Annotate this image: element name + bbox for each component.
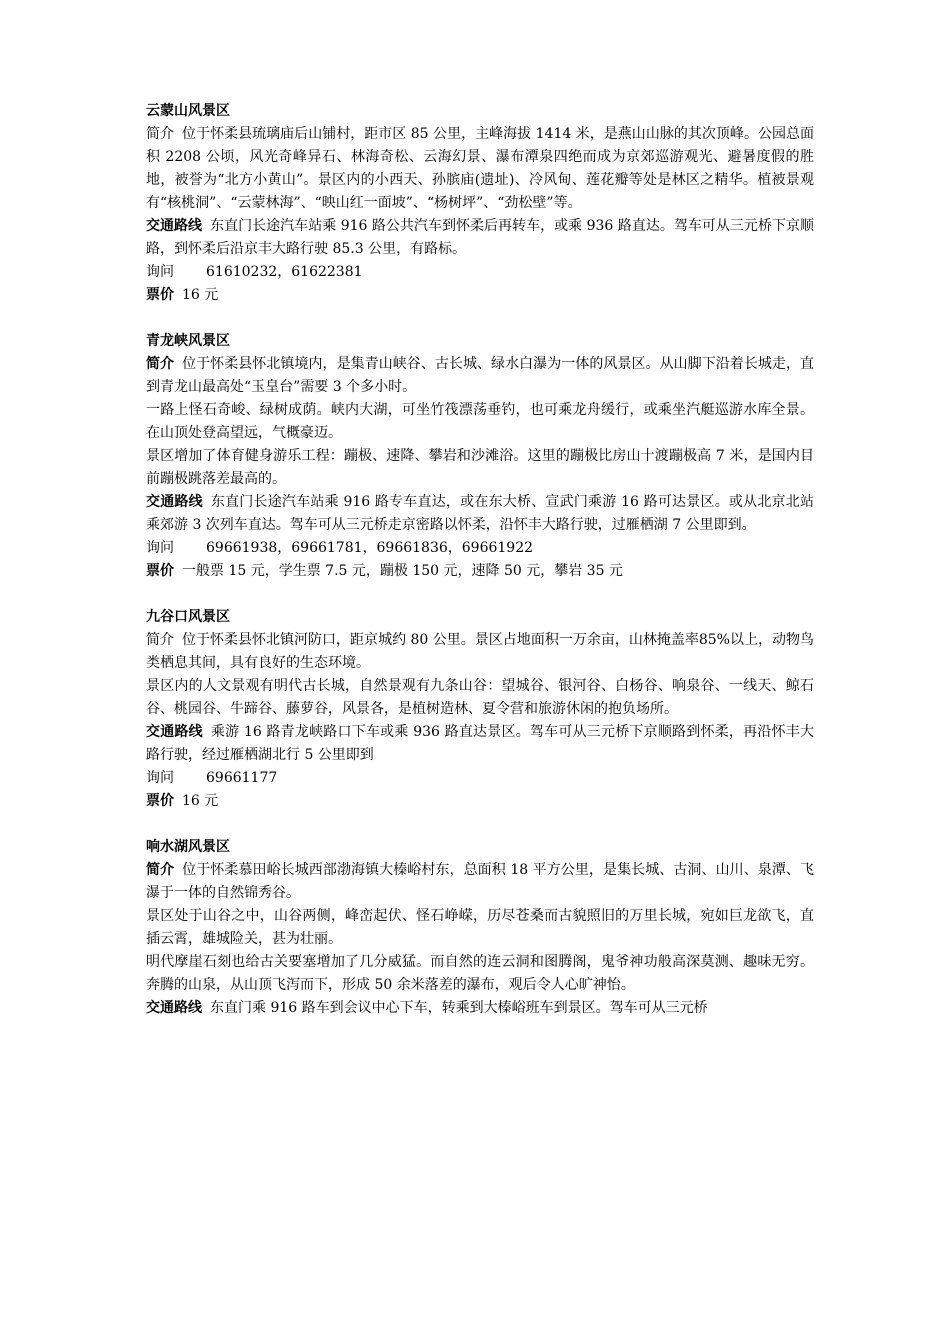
intro-paragraph: [146, 629, 814, 675]
phone-label: 询问: [146, 770, 174, 786]
section-title: 响水湖风景区: [146, 839, 230, 855]
section-xiangshuihu: [146, 836, 814, 1020]
price-line: [146, 560, 814, 583]
intro-label: 简介: [146, 126, 175, 142]
intro-text: 位于怀柔慕田峪长城西部渤海镇大榛峪村东，总面积 18 平方公里，是集长城、古洞、山川、泉潭、飞瀑于一体的自然锦秀谷。: [146, 862, 815, 901]
extra-paragraph: 景区增加了体育健身游乐工程：蹦极、速降、攀岩和沙滩浴。这里的蹦极比房山十渡蹦极高 7 米，是国内目前蹦极跳落差最高的。: [146, 448, 814, 487]
price-label: 票价: [146, 287, 174, 303]
traffic-paragraph: [146, 215, 814, 261]
phone-line: [146, 261, 814, 284]
intro-text: 位于怀柔县怀北镇河防口，距京城约 80 公里。景区占地面积一万余亩，山林掩盖率85%以上，动物鸟类栖息其间，具有良好的生态环境。: [146, 632, 814, 671]
document-content: [146, 100, 814, 1043]
intro-label: 简介: [146, 356, 175, 372]
traffic-paragraph: [146, 721, 814, 767]
extra-paragraph: 景区内的人文景观有明代古长城，自然景观有九条山谷：望城谷、银河谷、白杨谷、响泉谷、一线天、鲸石谷、桃园谷、牛蹄谷、藤萝谷，风景各，是植树造林、夏令营和旅游休闲的抱负场所。: [146, 678, 814, 717]
price-text: 一般票 15 元，学生票 7.5 元，蹦极 150 元，速降 50 元，攀岩 35 元: [182, 563, 623, 579]
intro-label: 简介: [146, 632, 175, 648]
traffic-label: 交通路线: [146, 494, 203, 510]
traffic-label: 交通路线: [146, 724, 203, 740]
traffic-label: 交通路线: [146, 1000, 202, 1016]
extra-paragraph: 景区处于山谷之中，山谷两侧，峰峦起伏、怪石峥嵘，历尽苍桑而古貌照旧的万里长城，宛如巨龙欲飞，直插云霄，雄城险关，甚为壮丽。: [146, 908, 814, 947]
intro-paragraph: [146, 859, 814, 905]
section-title: 云蒙山风景区: [146, 103, 230, 119]
intro-text: 位于怀柔县琉璃庙后山铺村，距市区 85 公里，主峰海拔 1414 米，是燕山山脉的其次顶峰。公园总面积 2208 公顷，风光奇峰异石、林海奇松、云海幻景、瀑布潭泉四绝而成为京郊巡游观光、避暑度假的胜地，被誉为“北方小黄山”。景区内的小西天、孙膑庙(遗址)、冷风甸、莲花瓣等处是林区之精华。植被景观有“核桃洞”、“云蒙林海”、“映山红一面坡”、“杨树坪”、“劲松壁”等。: [146, 126, 815, 211]
price-text: 16 元: [182, 287, 219, 303]
extra-paragraph: 一路上怪石奇峻、绿树成荫。峡内大湖，可坐竹筏漂荡垂钓，也可乘龙舟缓行，或乘坐汽艇巡游水库全景。在山顶处登高望远，气概豪迈。: [146, 402, 814, 441]
phone-line: [146, 537, 814, 560]
extra-paragraph: 明代摩崖石刻也给古关要塞增加了几分威猛。而自然的连云洞和图腾阁，鬼爷神功般高深莫测、趣味无穷。奔腾的山泉，从山顶飞泻而下，形成 50 余米落差的瀑布，观后令人心旷神怡。: [146, 954, 814, 993]
phone-label: 询问: [146, 264, 174, 280]
price-line: [146, 284, 814, 307]
phone-line: [146, 767, 814, 790]
price-line: [146, 790, 814, 813]
intro-paragraph: [146, 123, 814, 215]
section-title: 九谷口风景区: [146, 609, 230, 625]
intro-paragraph: [146, 353, 814, 399]
section-yunmengshan: [146, 100, 814, 307]
phone-text: 61610232，61622381: [206, 264, 363, 280]
phone-label: 询问: [146, 540, 174, 556]
price-label: 票价: [146, 793, 174, 809]
traffic-label: 交通路线: [146, 218, 203, 234]
price-label: 票价: [146, 563, 174, 579]
intro-label: 简介: [146, 862, 175, 878]
traffic-text: 东直门长途汽车站乘 916 路公共汽车到怀柔后再转车，或乘 936 路直达。驾车可从三元桥下京顺路，到怀柔后沿京丰大路行驶 85.3 公里，有路标。: [146, 218, 815, 257]
section-qinglongxia: [146, 330, 814, 583]
traffic-text: 东直门乘 916 路车到会议中心下车，转乘到大榛峪班车到景区。驾车可从三元桥: [210, 1000, 708, 1016]
traffic-paragraph: [146, 997, 814, 1020]
phone-text: 69661177: [206, 770, 278, 786]
traffic-text: 乘游 16 路青龙峡路口下车或乘 936 路直达景区。驾车可从三元桥下京顺路到怀柔，再沿怀丰大路行驶，经过雁栖湖北行 5 公里即到: [146, 724, 814, 763]
section-jiugukou: [146, 606, 814, 813]
traffic-text: 东直门长途汽车站乘 916 路专车直达，或在东大桥、宣武门乘游 16 路可达景区。或从北京北站乘郊游 3 次列车直达。驾车可从三元桥走京密路以怀柔，沿怀丰大路行驶，过雁栖湖 7 公里即到。: [146, 494, 814, 533]
traffic-paragraph: [146, 491, 814, 537]
price-text: 16 元: [182, 793, 219, 809]
section-title: 青龙峡风景区: [146, 333, 230, 349]
intro-text: 位于怀柔县怀北镇境内，是集青山峡谷、古长城、绿水白瀑为一体的风景区。从山脚下沿着长城走，直到青龙山最高处“玉皇台”需要 3 个多小时。: [146, 356, 815, 395]
phone-text: 69661938，69661781，69661836，69661922: [206, 540, 534, 556]
